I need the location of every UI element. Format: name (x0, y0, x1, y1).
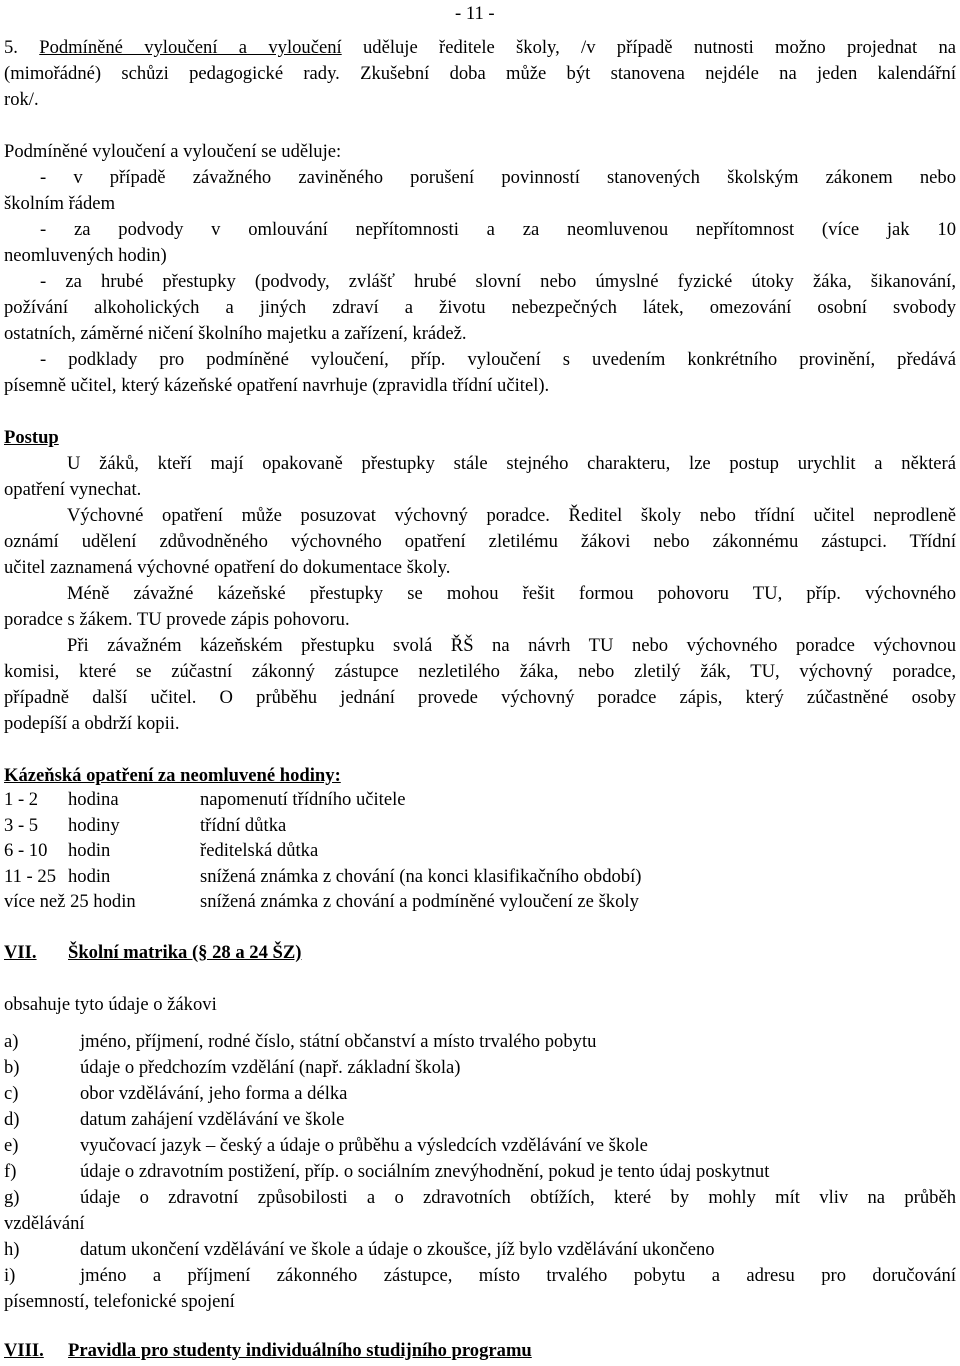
matrika-item-continuation: vzdělávání (4, 1213, 85, 1234)
matrika-item-text: datum ukončení vzdělávání ve škole a údaje o zkoušce, jíž bylo vzdělávání ukončeno (80, 1239, 715, 1260)
intro-underlined: Podmíněné vyloučení a vyloučení (39, 37, 342, 58)
expulsion-line: školním řádem (4, 193, 116, 214)
postup-heading: Postup (4, 427, 59, 448)
matrika-item-continuation: písemností, telefonické spojení (4, 1291, 235, 1312)
absence-unit: hodiny (68, 815, 120, 836)
postup-line: případně další učitel. O průběhu jednání provede výchovný poradce zápis, který zúčastněné osoby (4, 687, 956, 708)
absence-range: více než 25 hodin (4, 891, 136, 912)
postup-line: Výchovné opatření může posuzovat výchovný poradce. Ředitel školy nebo třídní učitel neprodleně (67, 505, 956, 526)
absence-measure: snížená známka z chování (na konci klasifikačního období) (200, 866, 642, 887)
matrika-item-letter: f) (4, 1161, 17, 1182)
expulsion-line: - za podvody v omlouvání nepřítomnosti a za neomluvenou nepřítomnost (více jak 10 (40, 219, 956, 240)
matrika-item-text: údaje o zdravotním postižení, příp. o sociálním znevýhodnění, pokud je tento údaj poskytnut (80, 1161, 770, 1182)
matrika-item-text: údaje o předchozím vzdělání (např. základní škola) (80, 1057, 461, 1078)
absence-unit: hodin (68, 840, 111, 861)
matrika-item-letter: c) (4, 1083, 19, 1104)
absence-heading: Kázeňská opatření za neomluvené hodiny: (4, 765, 341, 786)
expulsion-line: neomluvených hodin) (4, 245, 167, 266)
matrika-item-letter: h) (4, 1239, 20, 1260)
absence-measure: napomenutí třídního učitele (200, 789, 406, 810)
expulsion-line: - podklady pro podmíněné vyloučení, příp. vyloučení s uvedením konkrétního provinění, předává (40, 349, 956, 370)
matrika-item-text: jméno, příjmení, rodné číslo, státní občanství a místo trvalého pobytu (80, 1031, 597, 1052)
postup-line: U žáků, kteří mají opakovaně přestupky stále stejného charakteru, lze postup urychlit a některá (67, 453, 956, 474)
expulsion-line: - v případě závažného zaviněného porušení povinností stanovených školským zákonem nebo (40, 167, 956, 188)
intro-rest: uděluje ředitele školy, /v případě nutnosti možno projednat na (362, 37, 957, 58)
postup-line: oznámí udělení zdůvodněného výchovného opatření zletilému žákovi nebo zákonnému zástupci. Třídní (4, 531, 956, 552)
matrika-item-letter: b) (4, 1057, 20, 1078)
matrika-intro: obsahuje tyto údaje o žákovi (4, 994, 217, 1015)
intro-line-2: (mimořádné) schůzi pedagogické rady. Zkušební doba může být stanovena nejdéle na jeden kalendářní (4, 63, 956, 84)
absence-measure: ředitelská důtka (200, 840, 319, 861)
postup-line: komisi, které se zúčastní zákonný zástupce nezletilého žáka, nebo zletilý žák, TU, výchovný poradce, (4, 661, 956, 682)
absence-unit: hodina (68, 789, 119, 810)
expulsion-line: ostatních, záměrné ničení školního majetku a zařízení, krádež. (4, 323, 467, 344)
absence-range: 3 - 5 (4, 815, 39, 836)
section-vii-number: VII. (4, 942, 37, 963)
intro-line-1 (4, 37, 956, 59)
matrika-item-letter: e) (4, 1135, 19, 1156)
absence-range: 1 - 2 (4, 789, 39, 810)
matrika-item-letter: g) (4, 1187, 20, 1208)
expulsion-line: písemně učitel, který kázeňské opatření navrhuje (zpravidla třídní učitel). (4, 375, 550, 396)
postup-line: Při závažném kázeňském přestupku svolá ŘŠ na návrh TU nebo výchovného poradce výchovnou (67, 635, 956, 656)
intro-line-3: rok/. (4, 89, 39, 110)
absence-range: 6 - 10 (4, 840, 48, 861)
absence-unit: hodin (68, 866, 111, 887)
postup-line: opatření vynechat. (4, 479, 142, 500)
section-viii-title: Pravidla pro studenty individuálního studijního programu (68, 1340, 532, 1361)
absence-measure: snížená známka z chování a podmíněné vyloučení ze školy (200, 891, 639, 912)
matrika-item-text: obor vzdělávání, jeho forma a délka (80, 1083, 348, 1104)
matrika-item-text: datum zahájení vzdělávání ve škole (80, 1109, 345, 1130)
page-number: - 11 - (455, 3, 495, 24)
matrika-item-text: údaje o zdravotní způsobilosti a o zdravotních obtížích, které by mohly mít vliv na průběh (80, 1187, 956, 1208)
expulsion-line: - za hrubé přestupky (podvody, zvlášť hrubé slovní nebo úmyslné fyzické útoky žáka, šikanování, (40, 271, 956, 292)
absence-measure: třídní důtka (200, 815, 287, 836)
absence-range: 11 - 25 (4, 866, 56, 887)
matrika-item-text: vyučovací jazyk – český a údaje o průběhu a výsledcích vzdělávání ve škole (80, 1135, 648, 1156)
matrika-item-text: jméno a příjmení zákonného zástupce, místo trvalého pobytu a adresu pro doručování (80, 1265, 956, 1286)
postup-line: poradce s žákem. TU provede zápis pohovoru. (4, 609, 350, 630)
matrika-item-letter: a) (4, 1031, 19, 1052)
postup-line: Méně závažné kázeňské přestupky se mohou řešit formou pohovoru TU, příp. výchovného (67, 583, 956, 604)
postup-line: podepíší a obdrží kopii. (4, 713, 180, 734)
item-number: 5. (4, 37, 18, 58)
expulsion-line: požívání alkoholických a jiných zdraví a životu nebezpečných látek, omezování osobní svobody (4, 297, 956, 318)
matrika-item-letter: i) (4, 1265, 16, 1286)
postup-line: učitel zaznamená výchovné opatření do dokumentace školy. (4, 557, 451, 578)
matrika-item-letter: d) (4, 1109, 20, 1130)
expulsion-heading: Podmíněné vyloučení a vyloučení se uděluje: (4, 141, 342, 162)
section-vii-title: Školní matrika (§ 28 a 24 ŠZ) (68, 942, 302, 963)
section-viii-number: VIII. (4, 1340, 44, 1361)
